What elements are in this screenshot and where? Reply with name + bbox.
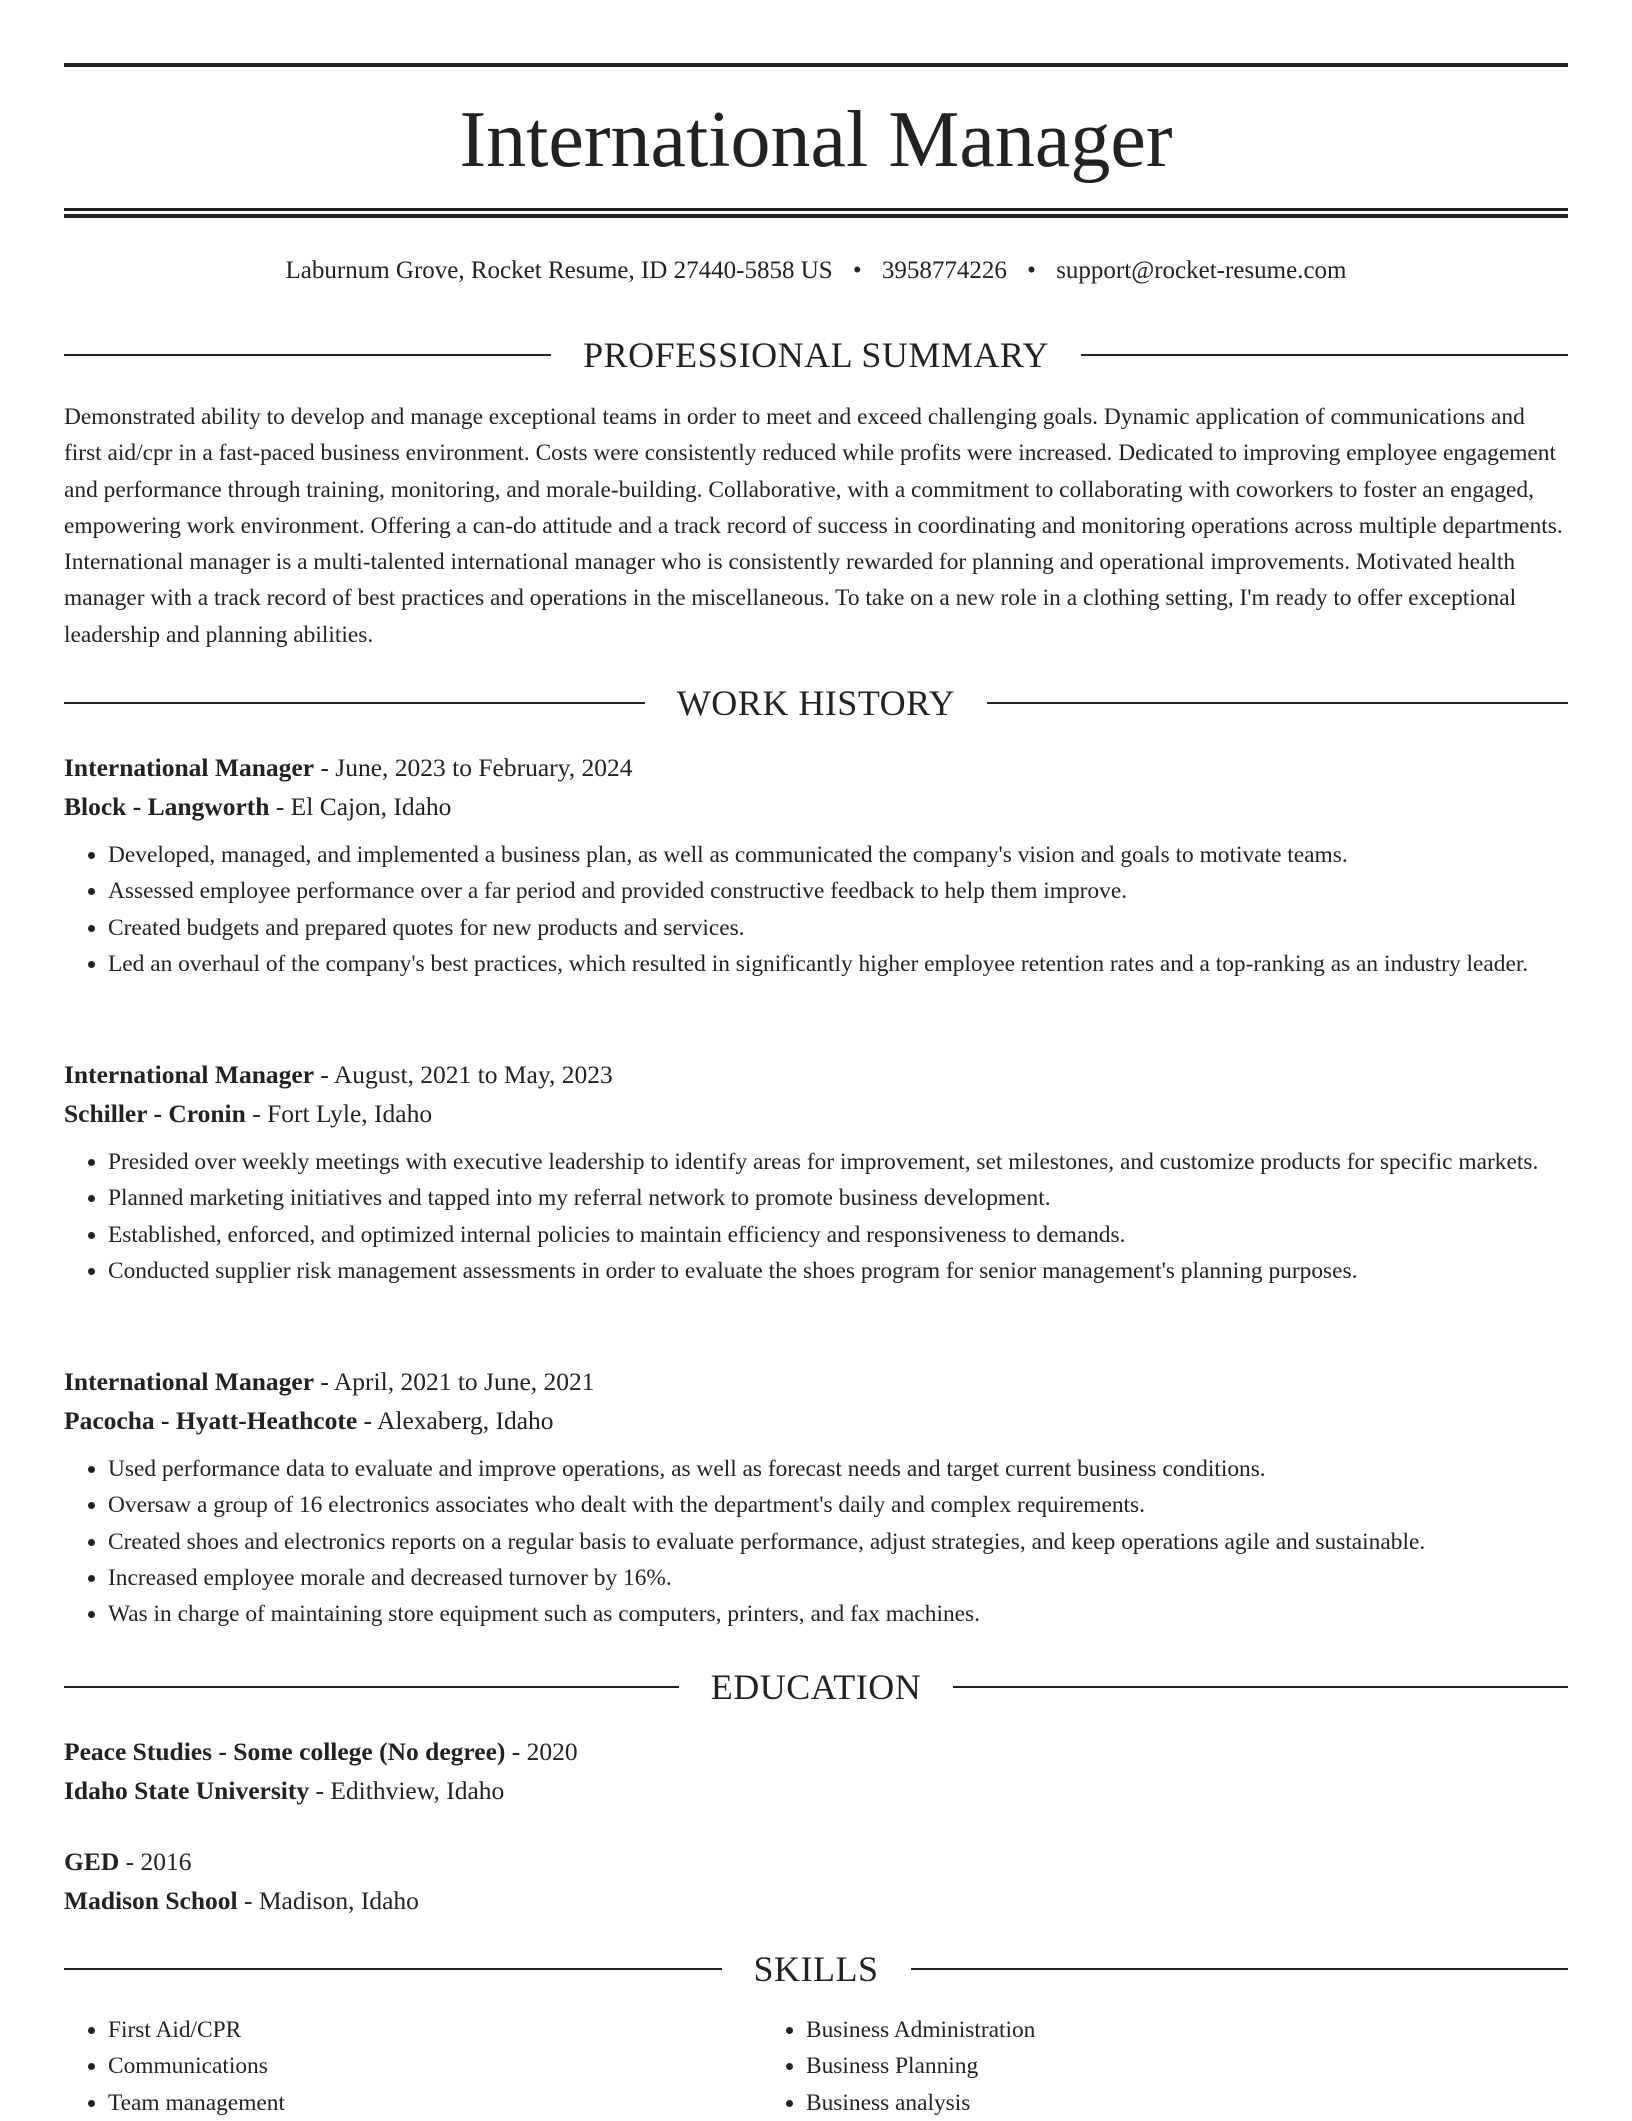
skill-item: • First Aid/CPR xyxy=(108,2012,762,2048)
job-bullets xyxy=(64,1451,1568,1632)
job-company-line xyxy=(64,1401,1568,1440)
list-item: • Created shoes and electronics reports on a regular basis to evaluate performance, adjust strategies, and keep operations agile and sustainable. xyxy=(108,1524,1568,1560)
section-divider xyxy=(953,1686,1568,1688)
job-dates: - June, 2023 to February, 2024 xyxy=(314,753,633,782)
job-title-line xyxy=(64,1055,1568,1094)
section-title: WORK HISTORY xyxy=(676,683,956,723)
education-entry xyxy=(64,1842,1568,1920)
list-item: • Increased employee morale and decreased turnover by 16%. xyxy=(108,1560,1568,1596)
education-school: Idaho State University xyxy=(64,1776,310,1805)
skills-column-right xyxy=(762,2012,1460,2121)
job-location: - Fort Lyle, Idaho xyxy=(245,1099,433,1128)
section-divider xyxy=(64,702,645,704)
job-role: International Manager xyxy=(64,753,315,782)
skill-item: • Communications xyxy=(108,2048,762,2084)
job-bullets xyxy=(64,1144,1568,1289)
job-company: Block - Langworth xyxy=(64,792,270,821)
list-item: • Established, enforced, and optimized internal policies to maintain efficiency and responsiveness to demands. xyxy=(108,1217,1568,1253)
contact-line xyxy=(64,254,1568,288)
list-item: • Led an overhaul of the company's best practices, which resulted in significantly higher employee retention rates and a top-ranking as an industry leader. xyxy=(108,946,1568,982)
header-double-rule xyxy=(64,208,1568,218)
header-top-rule xyxy=(64,63,1568,67)
education-school-line xyxy=(64,1881,1568,1920)
list-item: • Conducted supplier risk management assessments in order to evaluate the shoes program for senior management's planning purposes. xyxy=(108,1253,1568,1289)
education-entry xyxy=(64,1732,1568,1810)
list-item: • Planned marketing initiatives and tapped into my referral network to promote business development. xyxy=(108,1180,1568,1216)
job-entry xyxy=(64,1055,1568,1289)
education-section-heading xyxy=(64,1665,1568,1709)
job-dates: - April, 2021 to June, 2021 xyxy=(314,1367,595,1396)
education-school: Madison School xyxy=(64,1886,238,1915)
job-company: Schiller - Cronin xyxy=(64,1099,246,1128)
list-item: • Presided over weekly meetings with executive leadership to identify areas for improvement, set milestones, and customize products for specific markets. xyxy=(108,1144,1568,1180)
section-divider xyxy=(64,1686,679,1688)
section-divider xyxy=(911,1968,1569,1970)
job-title-line xyxy=(64,1362,1568,1401)
education-year: - 2016 xyxy=(119,1847,192,1876)
contact-separator: • xyxy=(852,257,862,284)
skills-list xyxy=(64,2012,1568,2121)
list-item: • Created budgets and prepared quotes for new products and services. xyxy=(108,910,1568,946)
contact-separator: • xyxy=(1027,257,1036,284)
education-location: - Madison, Idaho xyxy=(237,1886,419,1915)
job-title-line xyxy=(64,748,1568,787)
section-divider xyxy=(64,354,551,356)
list-item: • Assessed employee performance over a far period and provided constructive feedback to help them improve. xyxy=(108,873,1568,909)
education-degree-line xyxy=(64,1732,1568,1771)
contact-email: support@rocket-resume.com xyxy=(1056,257,1347,284)
job-company-line xyxy=(64,787,1568,826)
education-year: - 2020 xyxy=(505,1737,578,1766)
skills-column-left xyxy=(64,2012,762,2121)
work-section-heading xyxy=(64,681,1568,725)
list-item: • Oversaw a group of 16 electronics associates who dealt with the department's daily and complex requirements. xyxy=(108,1487,1568,1523)
contact-phone: 3958774226 xyxy=(881,257,1007,284)
job-location: - El Cajon, Idaho xyxy=(269,792,452,821)
section-divider xyxy=(1081,354,1568,356)
education-degree: Peace Studies - Some college (No degree) xyxy=(64,1737,506,1766)
job-company: Pacocha - Hyatt-Heathcote xyxy=(64,1406,358,1435)
education-location: - Edithview, Idaho xyxy=(309,1776,505,1805)
skills-section-heading xyxy=(64,1947,1568,1991)
skill-item: • Business Planning xyxy=(806,2048,1460,2084)
section-title: PROFESSIONAL SUMMARY xyxy=(583,335,1049,375)
job-entry xyxy=(64,748,1568,982)
education-degree-line xyxy=(64,1842,1568,1881)
contact-address: Laburnum Grove, Rocket Resume, ID 27440-5858 US xyxy=(285,257,833,284)
job-bullets xyxy=(64,837,1568,982)
section-divider xyxy=(64,1968,722,1970)
section-divider xyxy=(987,702,1568,704)
education-school-line xyxy=(64,1771,1568,1810)
job-dates: - August, 2021 to May, 2023 xyxy=(314,1060,613,1089)
skill-item: • Business analysis xyxy=(806,2085,1460,2121)
list-item: • Was in charge of maintaining store equipment such as computers, printers, and fax machines. xyxy=(108,1596,1568,1632)
summary-section-heading xyxy=(64,333,1568,377)
job-role: International Manager xyxy=(64,1367,315,1396)
list-item: • Used performance data to evaluate and improve operations, as well as forecast needs and target current business conditions. xyxy=(108,1451,1568,1487)
education-degree: GED xyxy=(64,1847,120,1876)
list-item: • Developed, managed, and implemented a business plan, as well as communicated the company's vision and goals to motivate teams. xyxy=(108,837,1568,873)
skill-item: • Team management xyxy=(108,2085,762,2121)
job-location: - Alexaberg, Idaho xyxy=(357,1406,554,1435)
section-title: SKILLS xyxy=(753,1949,879,1989)
candidate-name: International Manager xyxy=(459,96,1173,184)
job-role: International Manager xyxy=(64,1060,315,1089)
job-company-line xyxy=(64,1094,1568,1133)
skill-item: • Business Administration xyxy=(806,2012,1460,2048)
job-entry xyxy=(64,1362,1568,1632)
section-title: EDUCATION xyxy=(710,1667,922,1707)
summary-text: Demonstrated ability to develop and manage exceptional teams in order to meet and exceed challenging goals. Dynamic application of communications and first aid/cpr in a fast-paced business environment. Costs were consistently reduced while profits were increased. Dedicated to improving employee engagement and performance through training, monitoring, and morale-building. Collaborative, with a commitment to collaborating with coworkers to foster an engaged, empowering work environment. Offering a can-do attitude and a track record of success in coordinating and monitoring operations across multiple departments. International manager is a multi-talented international manager who is consistently rewarded for planning and operational improvements. Motivated health manager with a track record of best practices and operations in the miscellaneous. To take on a new role in a clothing setting, I'm ready to offer exceptional leadership and planning abilities. xyxy=(64,404,1563,648)
